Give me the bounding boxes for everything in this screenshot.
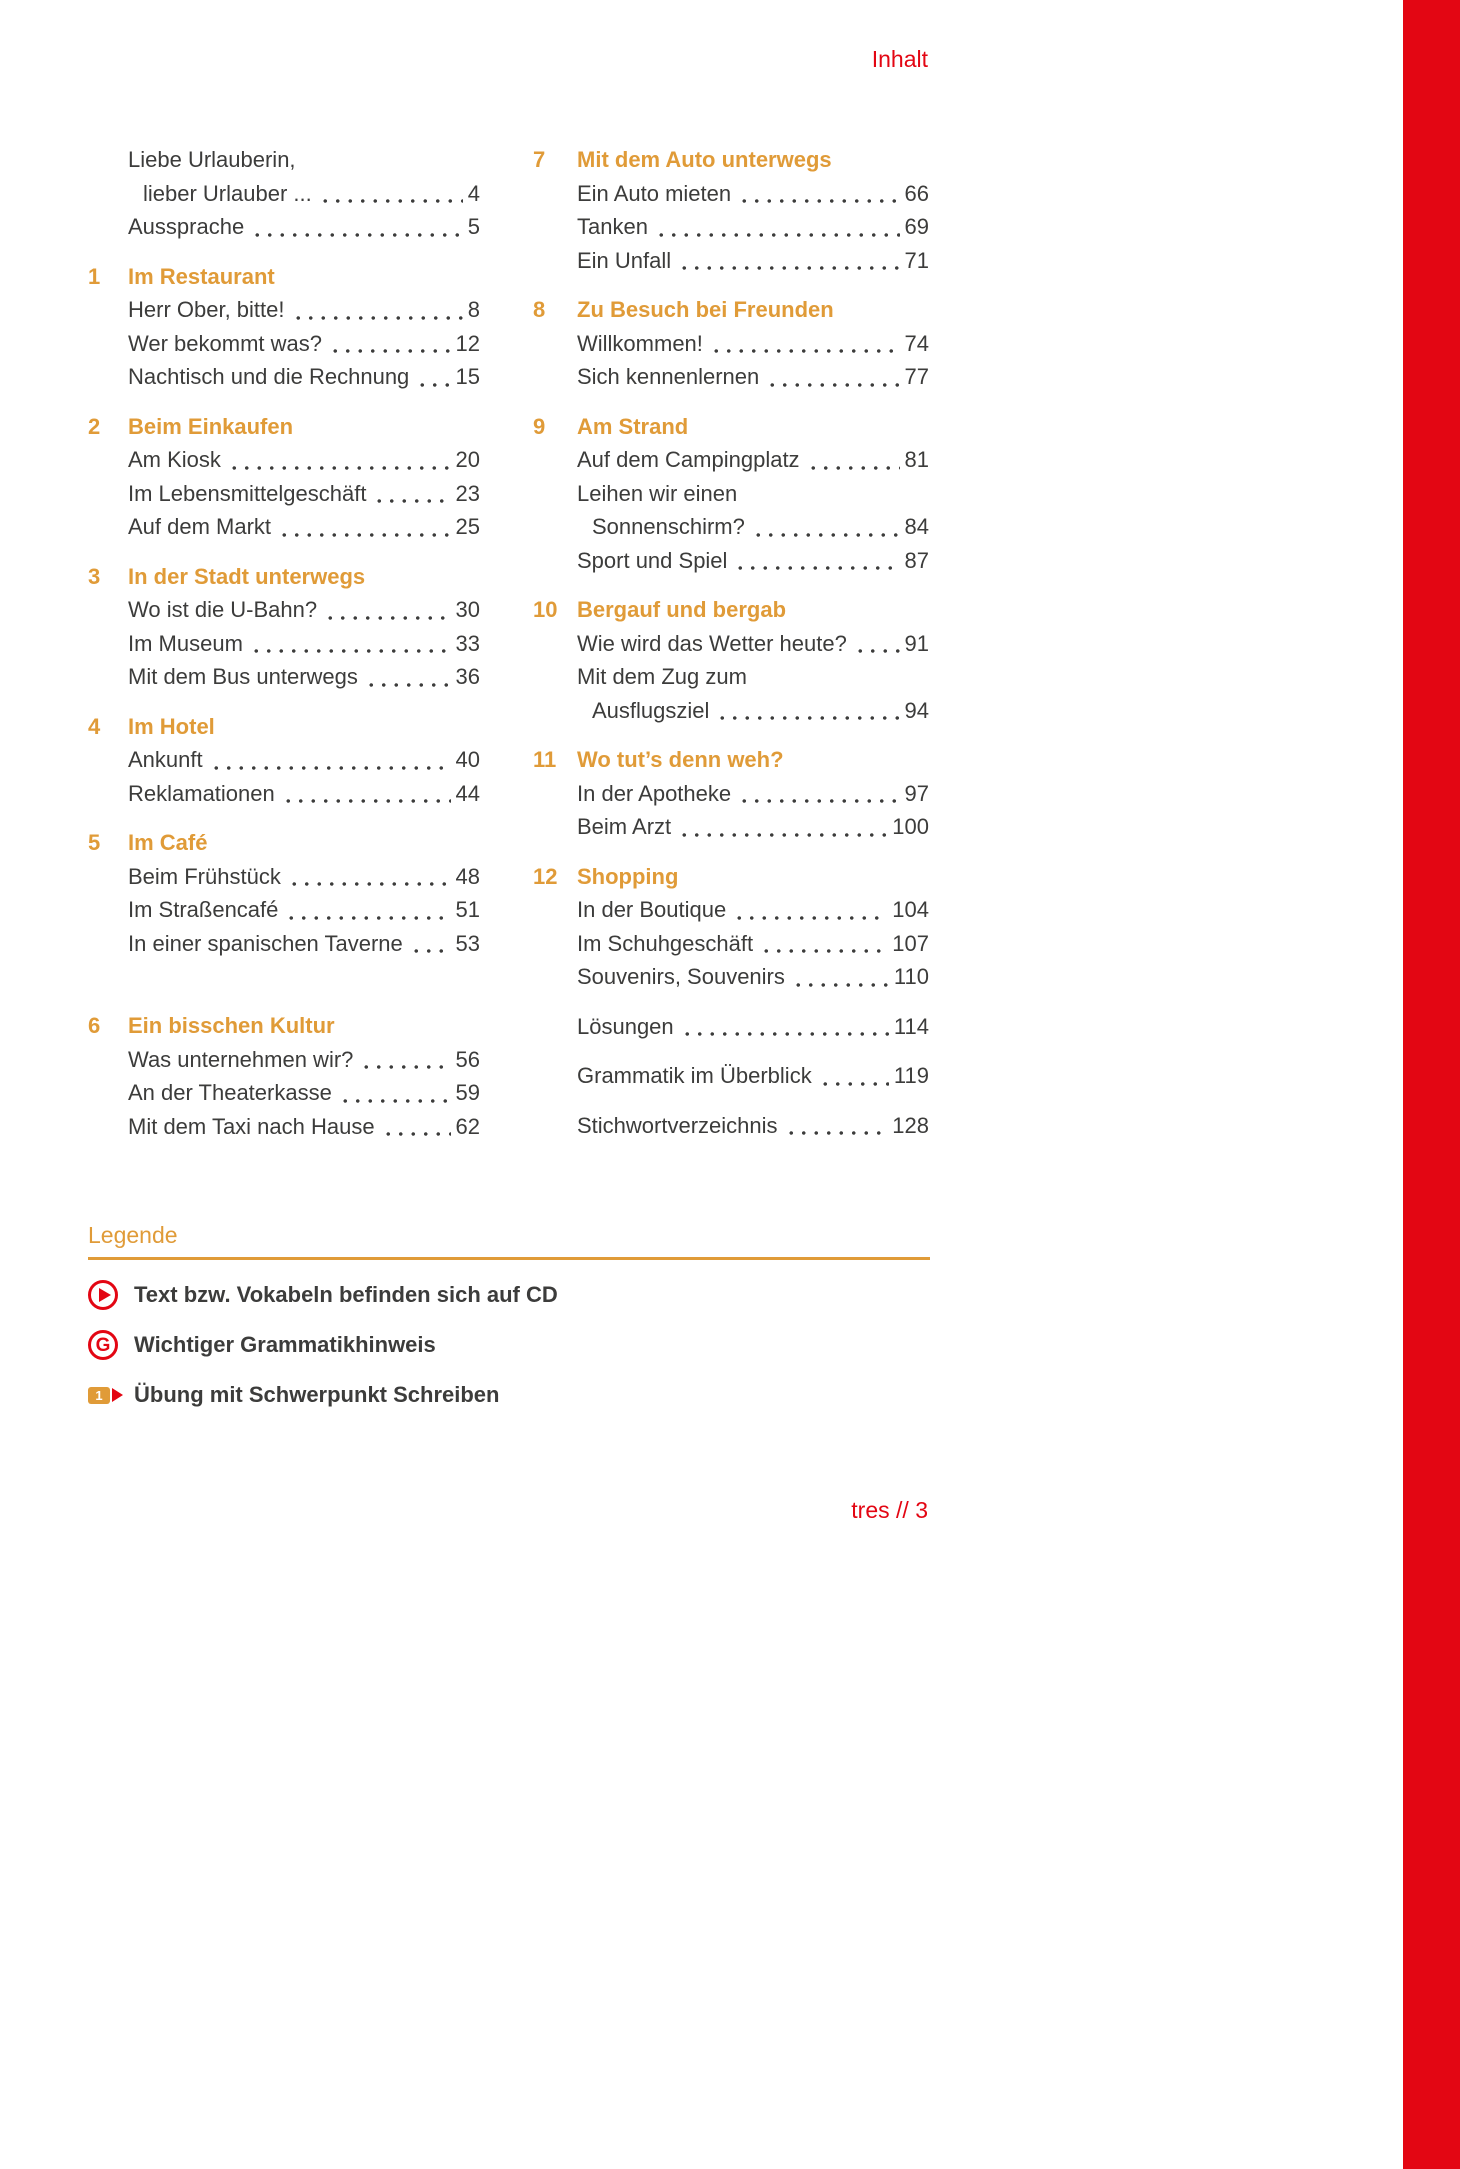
dot-leader [249,210,463,244]
toc-entry-page: 69 [904,214,929,239]
toc-section-title: Ein bisschen Kultur [128,1013,335,1038]
dot-leader [852,627,900,661]
legend [88,1222,930,1410]
dot-leader [714,694,899,728]
toc-entry-page: 5 [467,214,480,239]
toc-section-heading [533,410,929,444]
toc-entry [88,1110,480,1144]
dot-leader [283,893,450,927]
toc-section-heading [533,293,929,327]
legend-item [88,1330,930,1360]
dot-leader [276,510,450,544]
toc-entry-label: Sich kennenlernen [577,364,760,389]
toc-entry-page: 62 [455,1113,480,1139]
toc-entry [533,694,929,728]
toc-section-title: Zu Besuch bei Freunden [577,297,834,322]
toc-entry-page: 36 [455,664,480,689]
page-header-label: Inhalt [871,46,928,72]
toc-entry-page: 12 [455,330,480,356]
legend-item-label: Übung mit Schwerpunkt Schreiben [134,1382,500,1407]
toc-section-number: 6 [88,1013,101,1038]
toc-entry-label: Ankunft [128,747,203,772]
toc-section-number: 3 [88,563,101,589]
toc-entry-label: Auf dem Campingplatz [577,447,800,472]
toc-entry-label: In einer spanischen Taverne [128,930,403,956]
toc-entry-label: An der Theaterkasse [128,1080,332,1105]
play-circle [88,1280,118,1310]
toc-entry-page: 40 [455,747,480,772]
toc-section [88,260,480,394]
toc-entry-label: lieber Urlauber ... [143,180,312,206]
toc-entry-page: 25 [455,514,480,539]
toc-entry-page: 107 [892,930,929,956]
dot-leader [208,743,451,777]
toc-entry-page: 4 [467,180,480,206]
toc-entry-label: Nachtisch und die Rechnung [128,364,410,389]
play-cd-icon [88,1280,134,1310]
toc-entry-label: Wo ist die U-Bahn? [128,597,318,622]
toc-entry-page: 66 [904,180,929,206]
toc-entry-label: Ausflugsziel [592,697,710,723]
dot-leader [817,1059,889,1093]
dot-leader [290,293,463,327]
exercise-number-badge: 1 [88,1387,110,1404]
toc-entry-label: In der Boutique [577,897,727,922]
toc-column-left [88,143,480,1143]
toc-entry [533,1109,929,1143]
toc-entry-page: 104 [892,897,929,922]
toc-entry [533,1010,929,1044]
toc-section-title: Mit dem Auto unterwegs [577,147,832,172]
toc-entry-page: 44 [455,780,480,806]
toc-entry [88,1076,480,1110]
toc-section-number: 11 [533,747,557,772]
toc-entry-label: Stichwortverzeichnis [577,1112,778,1138]
legend-item [88,1380,930,1410]
toc-entry-label: Im Schuhgeschäft [577,930,754,956]
toc-section [88,560,480,694]
dot-leader [758,927,887,961]
dot-leader [280,777,451,811]
toc-entry-page: 33 [455,630,480,656]
toc-section-number: 4 [88,713,101,739]
toc-entry [533,810,929,844]
toc-entry-page: 91 [904,630,929,656]
toc-section-number: 9 [533,413,546,439]
toc-entry-label: Willkommen! [577,330,703,356]
toc-entry-page: 100 [892,814,929,839]
toc-entry-page: 77 [904,364,929,389]
toc-entry [533,327,929,361]
toc-entry-page: 48 [455,863,480,889]
toc-entry-label: Wer bekommt was? [128,330,322,356]
toc-section [533,860,929,994]
toc-entry-label: Mit dem Taxi nach Hause [128,1113,375,1139]
toc-entry-page: 119 [893,1063,929,1088]
dot-leader [358,1043,450,1077]
toc-entry [88,477,480,511]
grammar-circle [88,1330,118,1360]
toc-section-heading [88,560,480,594]
page-number-label: tres // 3 [851,1497,928,1523]
toc-section-title: Im Hotel [128,713,215,739]
toc-section [88,410,480,544]
toc-entry-label: Was unternehmen wir? [128,1046,354,1072]
toc-section [533,1059,929,1093]
toc-entry-label: Tanken [577,214,648,239]
toc-entry-label: Im Straßencafé [128,897,279,922]
toc-section-heading [88,410,480,444]
toc-entry [88,360,480,394]
dot-leader [676,810,887,844]
toc-entry [88,1043,480,1077]
toc-section-number: 1 [88,263,101,289]
toc-section [88,826,480,960]
toc-section-title: Am Strand [577,413,689,439]
toc-entry-label: Souvenirs, Souvenirs [577,964,785,989]
dot-leader [676,244,899,278]
toc-entry [88,660,480,694]
toc-entry [88,777,480,811]
toc-entry-page: 84 [904,514,929,539]
play-triangle [99,1288,111,1302]
dot-leader [708,327,900,361]
toc-section-number: 7 [533,147,546,172]
toc-entry-page: 97 [904,780,929,806]
toc-entry-label: Beim Arzt [577,814,672,839]
toc-section-heading [88,710,480,744]
toc-entry [533,360,929,394]
page-edge-bar [1403,0,1460,2169]
grammar-letter: G [95,1334,111,1356]
toc-entry [88,293,480,327]
dot-leader [731,893,887,927]
toc-section-heading [533,143,929,177]
toc-section-number: 12 [533,863,558,889]
toc-entry [533,210,929,244]
toc-entry-label: Wie wird das Wetter heute? [577,630,847,656]
toc-entry [533,777,929,811]
toc-entry-page: 15 [455,364,480,389]
toc-section-number: 8 [533,297,546,322]
toc-section-title: In der Stadt unterwegs [128,563,366,589]
toc-entry [88,510,480,544]
toc-entry-page: 56 [455,1046,480,1072]
toc-entry-label: Aussprache [128,214,245,239]
toc-entry-label: Auf dem Markt [128,514,272,539]
dot-leader [248,627,451,661]
dot-leader [226,443,451,477]
toc-entry-page: 59 [455,1080,480,1105]
toc-entry [533,627,929,661]
toc-entry [533,960,929,994]
dot-leader [317,177,463,211]
dot-leader [790,960,889,994]
toc-section-title: Beim Einkaufen [128,413,294,439]
toc-entry [88,443,480,477]
toc-entry-page: 128 [892,1112,929,1138]
toc-entry-page: 81 [904,447,929,472]
toc-entry-label: Herr Ober, bitte! [128,297,285,322]
dot-leader [764,360,899,394]
toc-entry [533,244,929,278]
toc-entry [533,927,929,961]
toc-entry-line: Leihen wir einen [577,480,738,506]
dot-leader [653,210,900,244]
toc-section [533,593,929,727]
legend-divider [88,1257,930,1260]
legend-item-label: Wichtiger Grammatikhinweis [134,1332,436,1357]
toc-entry-line: Liebe Urlauberin, [128,147,296,172]
toc-section [88,1009,480,1143]
toc-entry-label: Sonnenschirm? [592,514,745,539]
dot-leader [805,443,900,477]
toc-section-title: Shopping [577,863,679,889]
dot-leader [408,927,451,961]
toc-entry-label: Reklamationen [128,780,275,806]
grammar-icon [88,1330,134,1360]
toc-section-heading [88,1009,480,1043]
toc-entry-label: Im Museum [128,630,243,656]
toc-section [88,710,480,811]
dot-leader [371,477,450,511]
toc-entry [533,893,929,927]
toc-entry-page: 87 [904,547,929,573]
toc-entry-page: 110 [893,964,929,989]
toc-entry-page: 8 [467,297,480,322]
toc-entry-label: Im Lebensmittelgeschäft [128,480,367,506]
toc-entry [88,893,480,927]
toc-entry-label: Mit dem Bus unterwegs [128,664,358,689]
toc-entry [88,627,480,661]
toc-entry-page: 71 [904,247,929,273]
toc-entry [533,177,929,211]
toc-entry-line: Mit dem Zug zum [577,664,747,689]
toc-entry [533,510,929,544]
toc-section-title: Im Café [128,830,208,855]
toc-section-heading [88,260,480,294]
toc-entry-label: Sport und Spiel [577,547,728,573]
toc-entry [88,927,480,961]
toc-entry [88,593,480,627]
toc-entry-label: Grammatik im Überblick [577,1063,812,1088]
toc-section-heading [533,593,929,627]
dot-leader [750,510,900,544]
toc-entry [533,1059,929,1093]
toc-entry-page: 20 [455,447,480,472]
toc-entry-page: 23 [455,480,480,506]
toc-section [533,1109,929,1143]
legend-items [88,1280,930,1410]
legend-title: Legende [88,1222,178,1248]
toc-entry [88,177,480,211]
toc-section [533,143,929,277]
toc-entry-label: In der Apotheke [577,780,732,806]
legend-item-label: Text bzw. Vokabeln befinden sich auf CD [134,1282,558,1307]
toc-section-title: Bergauf und bergab [577,597,787,622]
dot-leader [327,327,451,361]
toc-entry [533,443,929,477]
toc-entry [88,327,480,361]
toc-column-right [533,143,929,1143]
toc-section [533,293,929,394]
toc-section-number: 10 [533,597,558,622]
toc-entry [533,544,929,578]
toc-entry-page: 74 [904,330,929,356]
dot-leader [736,777,899,811]
toc-section-title: Im Restaurant [128,263,275,289]
toc-entry-label: Ein Unfall [577,247,672,273]
toc-section-number: 2 [88,413,101,439]
dot-leader [783,1109,888,1143]
toc-entry-page: 30 [455,597,480,622]
toc-section [533,1010,929,1044]
dot-leader [380,1110,451,1144]
arrow-right-triangle [112,1388,123,1402]
dot-leader [363,660,451,694]
toc-section-heading [533,860,929,894]
toc-entry [88,743,480,777]
toc-entry-page: 53 [455,930,480,956]
dot-leader [322,593,450,627]
toc-entry-page: 94 [904,697,929,723]
toc-entry [88,860,480,894]
toc-entry-label: Lösungen [577,1013,674,1039]
toc-entry-label: Am Kiosk [128,447,221,472]
toc-section [533,410,929,578]
dot-leader [679,1010,889,1044]
toc-entry-page: 51 [455,897,480,922]
dot-leader [736,177,899,211]
toc-section [533,743,929,844]
dot-leader [337,1076,451,1110]
toc-entry-label: Beim Frühstück [128,863,281,889]
toc-section-heading [88,826,480,860]
toc-entry-label: Ein Auto mieten [577,180,732,206]
toc-section-number: 5 [88,830,101,855]
toc-section [88,143,480,244]
toc-entry-page: 114 [893,1013,929,1039]
legend-item [88,1280,930,1310]
toc-section-heading [533,743,929,777]
dot-leader [732,544,899,578]
dot-leader [414,360,450,394]
writing-exercise-icon [88,1387,134,1404]
toc-entry [88,210,480,244]
dot-leader [286,860,451,894]
toc-section-title: Wo tut’s denn weh? [577,747,784,772]
table-of-contents [88,143,929,1143]
